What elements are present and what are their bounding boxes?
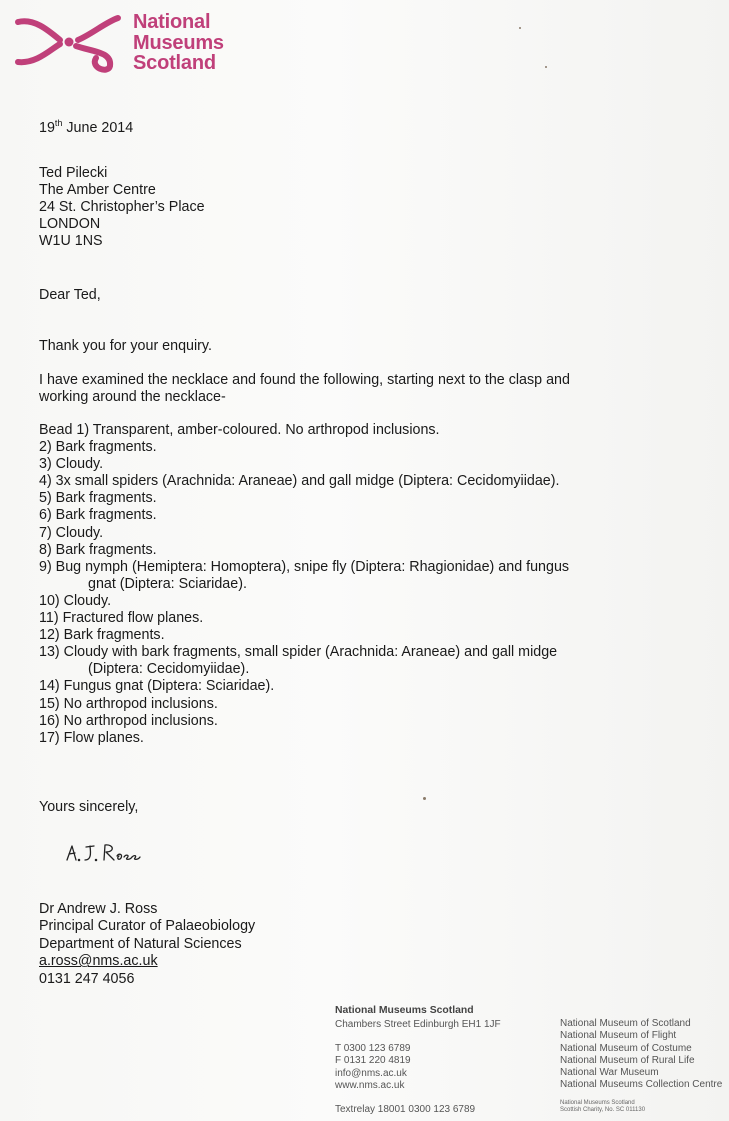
- bead-item: 3) Cloudy.: [39, 456, 104, 473]
- recipient-address: [39, 165, 205, 250]
- bead-item: 13) Cloudy with bark fragments, small spider (Arachnida: Araneae) and gall midge: [39, 644, 558, 661]
- nms-knot-logo-icon: [14, 12, 126, 74]
- address-line: LONDON: [39, 216, 101, 232]
- paper-speck: [545, 66, 547, 68]
- signatory-title: Principal Curator of Palaeobiology: [39, 918, 256, 935]
- footer-website-link[interactable]: www.nms.ac.uk: [335, 1079, 405, 1091]
- letter-date: [39, 115, 133, 137]
- closing: Yours sincerely,: [39, 799, 139, 815]
- footer-charity-line: National Museums Scotland: [560, 1100, 635, 1106]
- footer-address: [335, 1019, 501, 1031]
- signatory-phone: 0131 247 4056: [39, 970, 135, 987]
- footer-museum-item: National Museum of Costume: [560, 1042, 692, 1054]
- date-day: 19: [39, 119, 55, 136]
- date-rest: June 2014: [62, 119, 134, 136]
- bead-item-continuation: (Diptera: Cecidomyiidae).: [88, 661, 250, 678]
- footer-email-link[interactable]: info@nms.ac.uk: [335, 1067, 407, 1079]
- address-line: W1U 1NS: [39, 233, 103, 249]
- signatory-email-link[interactable]: a.ross@nms.ac.uk: [39, 953, 158, 970]
- signatory-name: Dr Andrew J. Ross: [39, 901, 158, 917]
- bead-item: 10) Cloudy.: [39, 592, 112, 609]
- footer-museum-item: National War Museum: [560, 1067, 659, 1079]
- bead-item: 12) Bark fragments.: [39, 627, 165, 644]
- bead-item-continuation: gnat (Diptera: Sciaridae).: [88, 575, 247, 592]
- address-line: The Amber Centre: [39, 182, 156, 198]
- bead-item: 4) 3x small spiders (Arachnida: Araneae) and gall midge (Diptera: Cecidomyiidae).: [39, 473, 560, 490]
- footer-fax: F 0131 220 4819: [335, 1055, 411, 1067]
- date-suffix: th: [54, 118, 63, 128]
- bead-item: 17) Flow planes.: [39, 729, 144, 746]
- paper-speck: [519, 27, 521, 29]
- signatory-block: [39, 901, 255, 988]
- bead-item: 2) Bark fragments.: [39, 439, 157, 456]
- bead-list: [39, 422, 569, 747]
- bead-item: 5) Bark fragments.: [39, 490, 157, 507]
- body-line: I have examined the necklace and found the following, starting next to the clasp and: [39, 372, 570, 388]
- bead-item: 8) Bark fragments.: [39, 541, 157, 558]
- footer-textrelay: Textrelay 18001 0300 123 6789: [335, 1104, 476, 1115]
- address-line: Ted Pilecki: [39, 165, 108, 181]
- footer-charity-note: [560, 1100, 645, 1114]
- bead-item: 15) No arthropod inclusions.: [39, 695, 218, 712]
- paper-speck: [423, 797, 426, 800]
- brand-line: Scotland: [133, 52, 216, 74]
- intro-paragraph: Thank you for your enquiry.: [39, 338, 212, 354]
- footer-museum-item: National Museum of Scotland: [560, 1018, 691, 1029]
- footer-museum-item: National Museum of Rural Life: [560, 1054, 695, 1066]
- bead-item: Bead 1) Transparent, amber-coloured. No arthropod inclusions.: [39, 422, 440, 438]
- signatory-department: Department of Natural Sciences: [39, 935, 242, 952]
- body-line: working around the necklace-: [39, 389, 226, 405]
- bead-item: 11) Fractured flow planes.: [39, 610, 204, 627]
- footer-museum-item: National Museums Collection Centre: [560, 1079, 723, 1091]
- salutation: Dear Ted,: [39, 287, 101, 303]
- footer-charity-line: Scottish Charity, No. SC 011130: [560, 1107, 646, 1113]
- brand-line: Museums: [133, 31, 224, 54]
- footer-museum-item: National Museum of Flight: [560, 1030, 677, 1042]
- bead-item: 16) No arthropod inclusions.: [39, 712, 218, 729]
- footer-org: National Museums Scotland: [335, 1005, 474, 1016]
- bead-item: 9) Bug nymph (Hemiptera: Homoptera), snipe fly (Diptera: Rhagionidae) and fungus: [39, 558, 570, 575]
- footer-telephone: T 0300 123 6789: [335, 1043, 411, 1054]
- address-line: 24 St. Christopher’s Place: [39, 199, 205, 215]
- footer-contacts: [335, 1043, 411, 1092]
- bead-item: 7) Cloudy.: [39, 524, 104, 541]
- brand-line: National: [133, 11, 211, 33]
- bead-item: 6) Bark fragments.: [39, 507, 157, 524]
- handwritten-signature: [64, 840, 144, 866]
- bead-item: 14) Fungus gnat (Diptera: Sciaridae).: [39, 678, 275, 695]
- brand-wordmark: [133, 12, 224, 74]
- footer-museum-list: [560, 1018, 722, 1092]
- footer-address-line: Chambers Street Edinburgh EH1 1JF: [335, 1019, 501, 1030]
